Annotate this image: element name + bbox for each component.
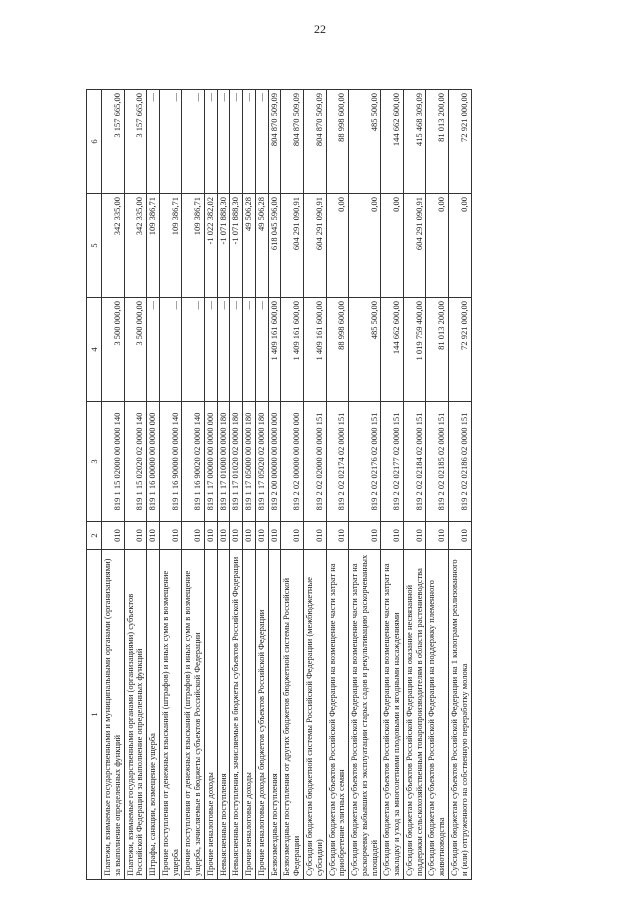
row-classification-code-cell: 819 1 16 00000 00 0000 000 — [147, 402, 160, 522]
row-name-cell: Безвозмездные поступления от других бюджетов бюджетной системы Российской Федерации — [281, 550, 304, 880]
row-name-cell: Прочие неналоговые доходы — [243, 550, 256, 880]
table-row — [204, 90, 217, 880]
row-name-cell: Субсидии бюджетам субъектов Российской Федерации на оказание несвязанной поддержки сельскохозяйственным товаропроизводителям в области растениеводства — [403, 550, 426, 880]
row-remaining-amount-cell: 88 998 600,00 — [326, 90, 349, 194]
row-executed-amount-cell: 618 045 596,00 — [268, 194, 281, 298]
budget-table-page — [86, 90, 611, 880]
row-classification-code-cell: 819 2 02 02184 02 0000 151 — [403, 402, 426, 522]
row-executed-amount-cell: 604 291 090,91 — [403, 194, 426, 298]
row-admin-code-cell: 010 — [230, 522, 243, 550]
row-name-cell: Прочие неналоговые доходы бюджетов субъектов Российской Федерации — [255, 550, 268, 880]
row-admin-code-cell: 010 — [124, 522, 147, 550]
row-classification-code-cell: 819 2 02 02177 02 0000 151 — [381, 402, 404, 522]
row-executed-amount-cell: 49 506,28 — [255, 194, 268, 298]
row-classification-code-cell: 819 1 15 02000 00 0000 140 — [102, 402, 125, 522]
table-row — [281, 90, 304, 880]
row-remaining-amount-cell: — — [182, 90, 205, 194]
row-planned-amount-cell: 88 998 600,00 — [326, 298, 349, 402]
row-remaining-amount-cell: — — [217, 90, 230, 194]
row-admin-code-cell: 010 — [403, 522, 426, 550]
row-executed-amount-cell: 0,00 — [448, 194, 471, 298]
row-classification-code-cell: 819 1 17 01000 00 0000 180 — [217, 402, 230, 522]
row-executed-amount-cell: 109 386,71 — [159, 194, 182, 298]
row-classification-code-cell: 819 2 02 00000 00 0000 000 — [281, 402, 304, 522]
row-planned-amount-cell: — — [204, 298, 217, 402]
row-remaining-amount-cell: 804 870 509,09 — [268, 90, 281, 194]
table-row — [217, 90, 230, 880]
table-row — [426, 90, 449, 880]
table-row — [268, 90, 281, 880]
row-planned-amount-cell: 81 013 200,00 — [426, 298, 449, 402]
column-header-1: 1 — [87, 550, 102, 880]
row-planned-amount-cell: — — [243, 298, 256, 402]
column-number-header-row — [87, 90, 102, 880]
row-classification-code-cell: 819 1 16 90000 00 0000 140 — [159, 402, 182, 522]
row-classification-code-cell: 819 2 02 02000 00 0000 151 — [304, 402, 327, 522]
row-remaining-amount-cell: 804 870 509,09 — [281, 90, 304, 194]
row-remaining-amount-cell: — — [147, 90, 160, 194]
row-admin-code-cell: 010 — [159, 522, 182, 550]
row-admin-code-cell: 010 — [182, 522, 205, 550]
row-name-cell: Безвозмездные поступления — [268, 550, 281, 880]
row-executed-amount-cell: 342 335,00 — [124, 194, 147, 298]
row-executed-amount-cell: 109 386,71 — [182, 194, 205, 298]
table-row — [159, 90, 182, 880]
row-name-cell: Платежи, взимаемые государственными и муниципальными органами (организациями) за выполнение определенных функций — [102, 550, 125, 880]
row-executed-amount-cell: 604 291 090,91 — [281, 194, 304, 298]
row-remaining-amount-cell: 804 870 509,09 — [304, 90, 327, 194]
row-remaining-amount-cell: 81 013 200,00 — [426, 90, 449, 194]
row-remaining-amount-cell: 415 468 309,09 — [403, 90, 426, 194]
row-name-cell: Прочие поступления от денежных взысканий (штрафов) и иных сумм в возмещение ущерба, зачисляемые в бюджеты субъектов Российской Федерации — [182, 550, 205, 880]
table-row — [403, 90, 426, 880]
row-classification-code-cell: 819 2 00 00000 00 0000 000 — [268, 402, 281, 522]
row-remaining-amount-cell: 72 921 000,00 — [448, 90, 471, 194]
row-name-cell: Невыясненные поступления — [217, 550, 230, 880]
table-row — [230, 90, 243, 880]
column-header-6: 6 — [87, 90, 102, 194]
row-planned-amount-cell: — — [159, 298, 182, 402]
row-classification-code-cell: 819 2 02 02185 02 0000 151 — [426, 402, 449, 522]
row-remaining-amount-cell: — — [243, 90, 256, 194]
table-row — [124, 90, 147, 880]
row-name-cell: Платежи, взимаемые государственными органами (организациями) субъектов Российской Федерации за выполнение определенных функций — [124, 550, 147, 880]
row-admin-code-cell: 010 — [255, 522, 268, 550]
row-executed-amount-cell: 342 335,00 — [102, 194, 125, 298]
row-planned-amount-cell: — — [217, 298, 230, 402]
row-classification-code-cell: 819 2 02 02176 02 0000 151 — [349, 402, 381, 522]
row-name-cell: Субсидии бюджетам субъектов Российской Федерации на возмещение части затрат на приобретение элитных семян — [326, 550, 349, 880]
row-classification-code-cell: 819 2 02 02186 02 0000 151 — [448, 402, 471, 522]
page-number: 22 — [314, 22, 326, 36]
row-planned-amount-cell: 1 409 161 600,00 — [281, 298, 304, 402]
row-classification-code-cell: 819 2 02 02174 02 0000 151 — [326, 402, 349, 522]
row-planned-amount-cell: — — [255, 298, 268, 402]
table-row — [243, 90, 256, 880]
row-planned-amount-cell: 3 500 000,00 — [102, 298, 125, 402]
row-remaining-amount-cell: — — [159, 90, 182, 194]
table-row — [448, 90, 471, 880]
row-executed-amount-cell: 604 291 090,91 — [304, 194, 327, 298]
row-classification-code-cell: 819 1 17 01020 02 0000 180 — [230, 402, 243, 522]
row-executed-amount-cell: 109 386,71 — [147, 194, 160, 298]
row-classification-code-cell: 819 1 16 90020 02 0000 140 — [182, 402, 205, 522]
row-classification-code-cell: 819 1 17 00000 00 0000 000 — [204, 402, 217, 522]
row-executed-amount-cell: 0,00 — [426, 194, 449, 298]
row-admin-code-cell: 010 — [304, 522, 327, 550]
row-planned-amount-cell: 1 409 161 600,00 — [304, 298, 327, 402]
row-name-cell: Субсидии бюджетам субъектов Российской Федерации на возмещение части затрат на раскорчевку выбывших из эксплуатации старых садов и рекультивацию раскорчеванных площадей — [349, 550, 381, 880]
row-planned-amount-cell: 72 921 000,00 — [448, 298, 471, 402]
row-admin-code-cell: 010 — [326, 522, 349, 550]
row-admin-code-cell: 010 — [426, 522, 449, 550]
row-executed-amount-cell: 0,00 — [326, 194, 349, 298]
row-name-cell: Субсидии бюджетам бюджетной системы Российской Федерации (межбюджетные субсидии) — [304, 550, 327, 880]
row-planned-amount-cell: 485 500,00 — [349, 298, 381, 402]
row-name-cell: Субсидии бюджетам субъектов Российской Федерации на поддержку племенного животноводства — [426, 550, 449, 880]
row-name-cell: Субсидии бюджетам субъектов Российской Федерации на 1 килограмм реализованного и (или) отгруженного на собственную переработку молока — [448, 550, 471, 880]
row-planned-amount-cell: — — [230, 298, 243, 402]
row-name-cell: Невыясненные поступления, зачисляемые в бюджеты субъектов Российской Федерации — [230, 550, 243, 880]
row-name-cell: Прочие неналоговые доходы — [204, 550, 217, 880]
row-remaining-amount-cell: — — [255, 90, 268, 194]
row-remaining-amount-cell: 144 662 600,00 — [381, 90, 404, 194]
row-admin-code-cell: 010 — [217, 522, 230, 550]
row-planned-amount-cell: 144 662 600,00 — [381, 298, 404, 402]
row-planned-amount-cell: 3 500 000,00 — [124, 298, 147, 402]
row-executed-amount-cell: -1 022 382,02 — [204, 194, 217, 298]
row-planned-amount-cell: 1 409 161 600,00 — [268, 298, 281, 402]
budget-income-table — [86, 89, 472, 880]
row-admin-code-cell: 010 — [268, 522, 281, 550]
row-name-cell: Прочие поступления от денежных взысканий (штрафов) и иных сумм в возмещение ущерба — [159, 550, 182, 880]
column-header-3: 3 — [87, 402, 102, 522]
table-body — [102, 90, 472, 880]
row-classification-code-cell: 819 1 17 05000 00 0000 180 — [243, 402, 256, 522]
row-classification-code-cell: 819 1 15 02020 02 0000 140 — [124, 402, 147, 522]
column-header-2: 2 — [87, 522, 102, 550]
row-executed-amount-cell: 0,00 — [349, 194, 381, 298]
table-row — [381, 90, 404, 880]
row-admin-code-cell: 010 — [102, 522, 125, 550]
table-row — [349, 90, 381, 880]
row-admin-code-cell: 010 — [349, 522, 381, 550]
row-admin-code-cell: 010 — [381, 522, 404, 550]
row-planned-amount-cell: 1 019 759 400,00 — [403, 298, 426, 402]
row-admin-code-cell: 010 — [243, 522, 256, 550]
row-executed-amount-cell: 49 506,28 — [243, 194, 256, 298]
row-remaining-amount-cell: — — [204, 90, 217, 194]
row-name-cell: Субсидии бюджетам субъектов Российской Федерации на возмещение части затрат на закладку и уход за многолетними плодовыми и ягодными насаждениями — [381, 550, 404, 880]
row-admin-code-cell: 010 — [204, 522, 217, 550]
column-header-4: 4 — [87, 298, 102, 402]
row-planned-amount-cell: — — [182, 298, 205, 402]
row-executed-amount-cell: -1 071 888,30 — [217, 194, 230, 298]
table-row — [147, 90, 160, 880]
table-row — [255, 90, 268, 880]
row-admin-code-cell: 010 — [281, 522, 304, 550]
table-row — [326, 90, 349, 880]
row-remaining-amount-cell: 485 500,00 — [349, 90, 381, 194]
row-name-cell: Штрафы, санкции, возмещение ущерба — [147, 550, 160, 880]
row-executed-amount-cell: 0,00 — [381, 194, 404, 298]
row-classification-code-cell: 819 1 17 05020 02 0000 180 — [255, 402, 268, 522]
row-executed-amount-cell: -1 071 888,30 — [230, 194, 243, 298]
row-admin-code-cell: 010 — [147, 522, 160, 550]
table-row — [102, 90, 125, 880]
row-planned-amount-cell: — — [147, 298, 160, 402]
column-header-5: 5 — [87, 194, 102, 298]
table-row — [304, 90, 327, 880]
table-row — [182, 90, 205, 880]
row-remaining-amount-cell: 3 157 665,00 — [102, 90, 125, 194]
row-remaining-amount-cell: 3 157 665,00 — [124, 90, 147, 194]
row-remaining-amount-cell: — — [230, 90, 243, 194]
row-admin-code-cell: 010 — [448, 522, 471, 550]
